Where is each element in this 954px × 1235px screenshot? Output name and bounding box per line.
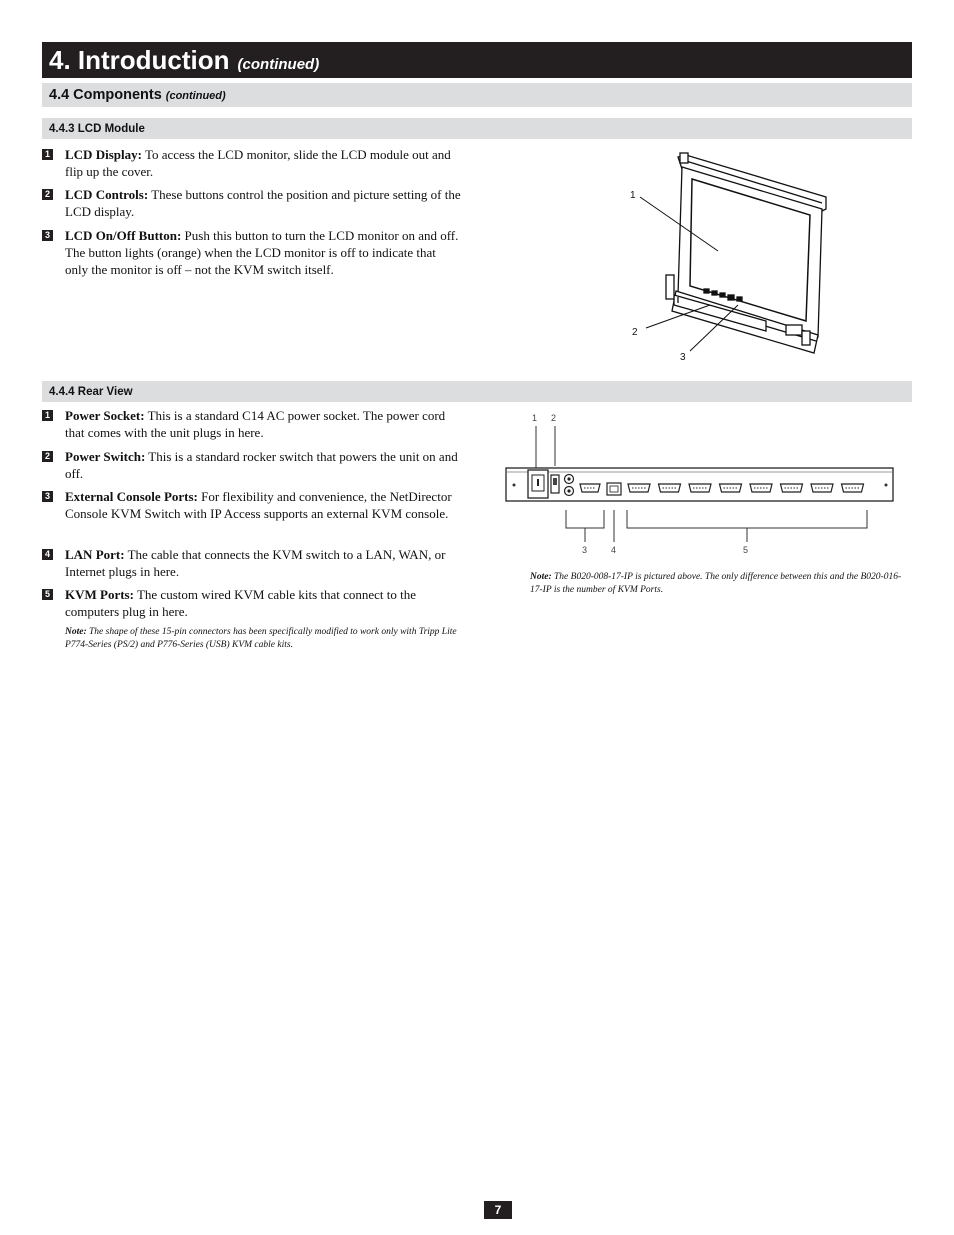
kvm-port — [842, 484, 864, 492]
kvm-port — [811, 484, 833, 492]
kvm-port — [628, 484, 650, 492]
item-text: This is a standard rocker switch that powers the unit on and off. — [65, 449, 458, 481]
note-label: Note: — [530, 572, 552, 582]
number-badge: 3 — [42, 230, 53, 241]
rear-item-2 — [42, 448, 462, 482]
item-text: The custom wired KVM cable kits that connect to the computers plug in here. — [65, 587, 417, 619]
item-text: This is a standard C14 AC power socket. The power cord that comes with the unit plugs in here. — [65, 408, 446, 440]
callout-1: 1 — [532, 413, 538, 423]
item-label: LCD On/Off Button: — [65, 228, 182, 243]
rear-item-1 — [42, 407, 462, 441]
rear-item-5 — [42, 586, 462, 620]
chapter-title: 4. Introduction — [49, 45, 230, 75]
item-text: To access the LCD monitor, slide the LCD module out and flip up the cover. — [65, 147, 451, 179]
callout-2: 2 — [551, 413, 557, 423]
chapter-header — [42, 42, 912, 78]
subsection-header-rear — [42, 381, 912, 402]
kvm-port — [781, 484, 803, 492]
item-label: LCD Controls: — [65, 187, 149, 202]
note-text: The shape of these 15-pin connectors has been specifically modified to work only with Tripp Lite P774-Series (PS/2) and P776-Series (USB) KVM cable kits. — [65, 627, 457, 650]
callout-4: 4 — [611, 545, 617, 555]
number-badge: 4 — [42, 549, 53, 560]
console-vga-port — [580, 484, 600, 492]
item-label: Power Socket: — [65, 408, 145, 423]
item-label: KVM Ports: — [65, 587, 134, 602]
callout-3: 3 — [680, 352, 686, 363]
rear-item-3 — [42, 488, 462, 522]
callout-1: 1 — [630, 190, 636, 201]
rear-item-4 — [42, 546, 462, 580]
item-label: LCD Display: — [65, 147, 142, 162]
item-label: Power Switch: — [65, 449, 146, 464]
lcd-module-figure — [600, 145, 840, 370]
item-text: Push this button to turn the LCD monitor on and off. The button lights (orange) when the LCD monitor is off to indicate that only the monitor is off – not the KVM switch itself. — [65, 228, 459, 277]
subsection-header-lcd — [42, 118, 912, 139]
number-badge: 2 — [42, 189, 53, 200]
item-label: External Console Ports: — [65, 489, 198, 504]
kvm-port — [689, 484, 711, 492]
lcd-item-3 — [42, 227, 462, 278]
section-continued: (continued) — [165, 90, 226, 102]
note-connectors — [65, 626, 465, 652]
item-label: LAN Port: — [65, 547, 125, 562]
number-badge: 5 — [42, 589, 53, 600]
number-badge: 2 — [42, 451, 53, 462]
note-text: The B020-008-17-IP is pictured above. The only difference between this and the B020-016-17-IP is the number of KVM Ports. — [530, 572, 902, 595]
kvm-port — [659, 484, 681, 492]
callout-5: 5 — [743, 545, 749, 555]
note-label: Note: — [65, 627, 87, 637]
kvm-port — [750, 484, 772, 492]
item-text: The cable that connects the KVM switch to a LAN, WAN, or Internet plugs in here. — [65, 547, 446, 579]
page-number: 7 — [484, 1201, 512, 1219]
section-title: 4.4 Components — [49, 87, 162, 103]
item-text: For flexibility and convenience, the NetDirector Console KVM Switch with IP Access supports an external KVM console. — [65, 489, 452, 521]
kvm-port — [720, 484, 742, 492]
section-header — [42, 83, 912, 107]
lcd-item-2 — [42, 186, 462, 220]
lcd-item-1 — [42, 146, 462, 180]
note-model — [530, 571, 905, 597]
item-text: These buttons control the position and picture setting of the LCD display. — [65, 187, 461, 219]
callout-2: 2 — [632, 327, 638, 338]
callout-3: 3 — [582, 545, 588, 555]
subsection-title-lcd: 4.4.3 LCD Module — [49, 123, 145, 135]
number-badge: 1 — [42, 410, 53, 421]
rear-panel-figure — [500, 408, 900, 558]
subsection-title-rear: 4.4.4 Rear View — [49, 386, 133, 398]
number-badge: 1 — [42, 149, 53, 160]
number-badge: 3 — [42, 491, 53, 502]
chapter-continued: (continued) — [237, 56, 320, 73]
